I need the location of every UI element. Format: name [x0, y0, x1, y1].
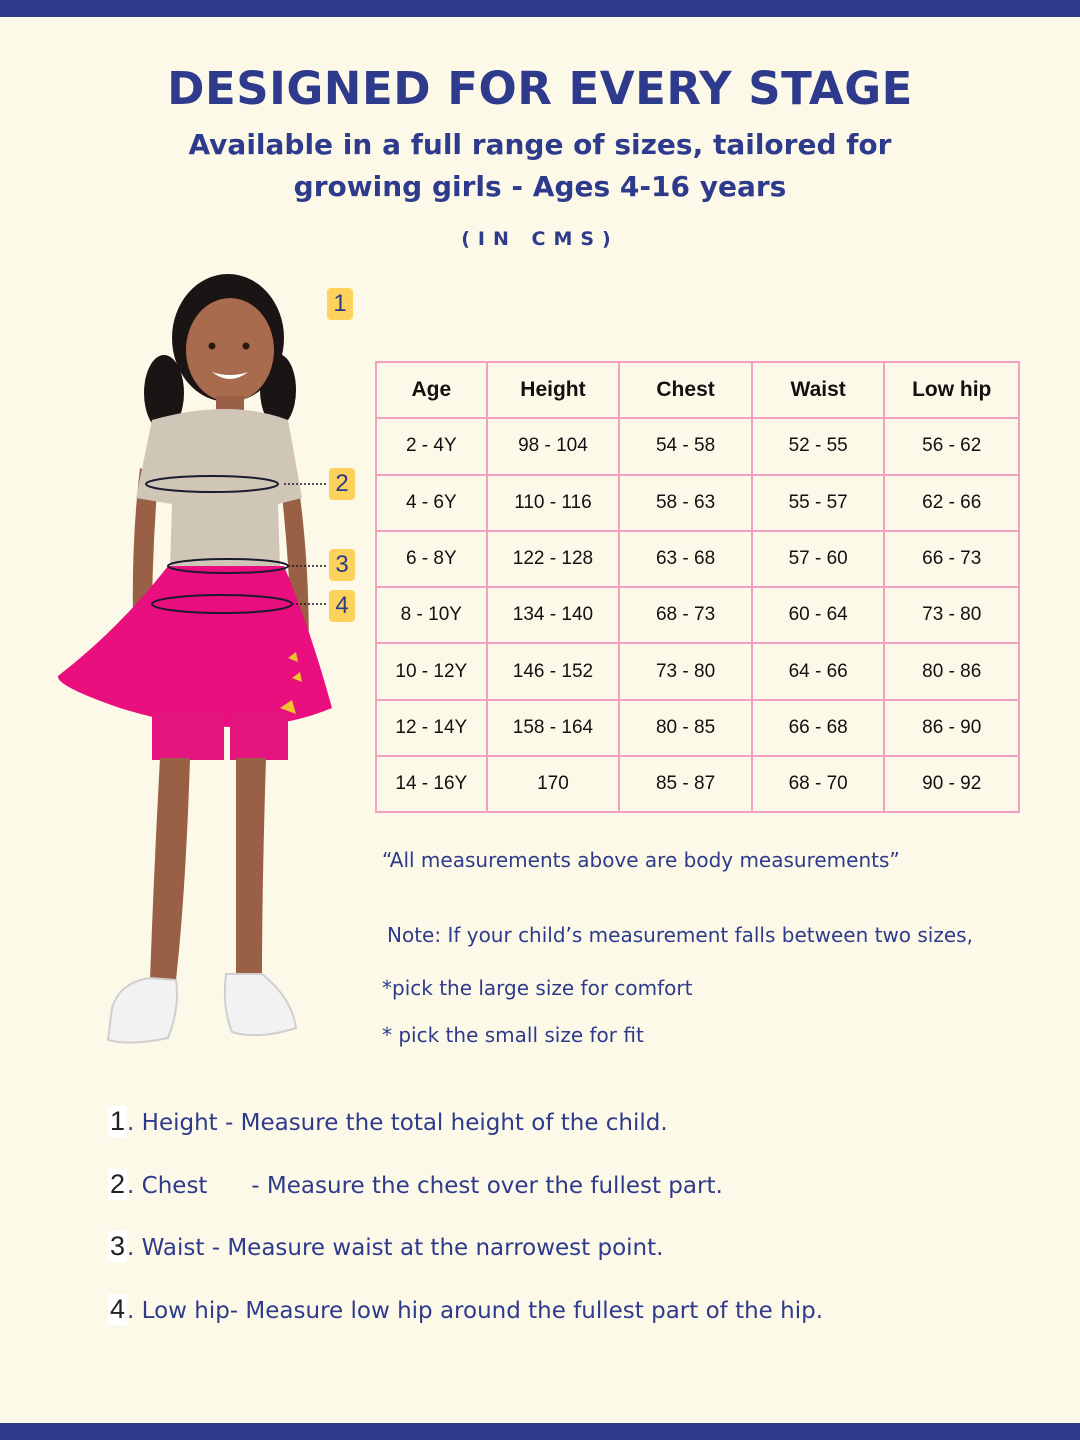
table-row	[376, 587, 1019, 643]
cell-chest: 54 - 58	[619, 418, 752, 474]
cell-chest: 73 - 80	[619, 643, 752, 699]
header-low-hip: Low hip	[884, 362, 1019, 418]
marker-low-hip: 4	[329, 590, 355, 622]
cell-waist: 64 - 66	[752, 643, 885, 699]
girl-figure-svg	[40, 268, 370, 1058]
table-row	[376, 531, 1019, 587]
table-row	[376, 643, 1019, 699]
cell-low-hip: 62 - 66	[884, 475, 1019, 531]
cell-age: 4 - 6Y	[376, 475, 487, 531]
table-header-row	[376, 362, 1019, 418]
legend-number: 1	[110, 1106, 126, 1136]
cell-low-hip: 73 - 80	[884, 587, 1019, 643]
cell-waist: 55 - 57	[752, 475, 885, 531]
page-subtitle: Available in a full range of sizes, tailored for growing girls - Ages 4-16 years	[188, 128, 892, 203]
header-height: Height	[487, 362, 620, 418]
small-size-tip: * pick the small size for fit	[382, 1023, 644, 1047]
cell-height: 146 - 152	[487, 643, 620, 699]
cell-waist: 66 - 68	[752, 700, 885, 756]
bottom-border-bar	[0, 1423, 1080, 1440]
cell-low-hip: 80 - 86	[884, 643, 1019, 699]
header-waist: Waist	[752, 362, 885, 418]
cell-chest: 85 - 87	[619, 756, 752, 812]
table-row	[376, 475, 1019, 531]
marker-waist: 3	[329, 549, 355, 581]
cell-age: 12 - 14Y	[376, 700, 487, 756]
cell-chest: 58 - 63	[619, 475, 752, 531]
units-label: (IN CMS)	[461, 228, 619, 250]
cell-age: 6 - 8Y	[376, 531, 487, 587]
header-age: Age	[376, 362, 487, 418]
size-between-note: Note: If your child’s measurement falls between two sizes,	[387, 923, 973, 947]
cell-age: 8 - 10Y	[376, 587, 487, 643]
cell-waist: 68 - 70	[752, 756, 885, 812]
cell-height: 158 - 164	[487, 700, 620, 756]
cell-height: 110 - 116	[487, 475, 620, 531]
cell-chest: 80 - 85	[619, 700, 752, 756]
cell-waist: 60 - 64	[752, 587, 885, 643]
cell-height: 134 - 140	[487, 587, 620, 643]
cell-low-hip: 86 - 90	[884, 700, 1019, 756]
legend-item-low-hip	[108, 1294, 823, 1325]
legend-text: . Chest - Measure the chest over the fullest part.	[127, 1173, 723, 1199]
cell-chest: 63 - 68	[619, 531, 752, 587]
cell-chest: 68 - 73	[619, 587, 752, 643]
cell-low-hip: 90 - 92	[884, 756, 1019, 812]
large-size-tip: *pick the large size for comfort	[382, 976, 693, 1000]
cell-age: 10 - 12Y	[376, 643, 487, 699]
cell-height: 98 - 104	[487, 418, 620, 474]
body-measurement-note: “All measurements above are body measurements”	[382, 848, 900, 872]
table-row	[376, 700, 1019, 756]
legend-number: 3	[110, 1231, 126, 1261]
page-title: DESIGNED FOR EVERY STAGE	[167, 62, 913, 115]
cell-age: 2 - 4Y	[376, 418, 487, 474]
marker-chest: 2	[329, 468, 355, 500]
header-chest: Chest	[619, 362, 752, 418]
legend-text: . Waist - Measure waist at the narrowest point.	[127, 1235, 664, 1261]
size-chart-table	[375, 361, 1020, 813]
cell-waist: 52 - 55	[752, 418, 885, 474]
legend-item-height	[108, 1106, 668, 1137]
legend-item-waist	[108, 1231, 663, 1262]
legend-text: . Low hip- Measure low hip around the fullest part of the hip.	[127, 1298, 824, 1324]
cell-low-hip: 56 - 62	[884, 418, 1019, 474]
cell-low-hip: 66 - 73	[884, 531, 1019, 587]
legend-item-chest	[108, 1169, 723, 1200]
girl-figure-illustration	[40, 268, 370, 1058]
top-border-bar	[0, 0, 1080, 17]
legend-number: 4	[110, 1294, 126, 1324]
table-row	[376, 418, 1019, 474]
cell-waist: 57 - 60	[752, 531, 885, 587]
cell-height: 170	[487, 756, 620, 812]
legend-number: 2	[110, 1169, 126, 1199]
marker-height: 1	[327, 288, 353, 320]
table-row	[376, 756, 1019, 812]
legend-text: . Height - Measure the total height of the child.	[127, 1110, 668, 1136]
cell-height: 122 - 128	[487, 531, 620, 587]
cell-age: 14 - 16Y	[376, 756, 487, 812]
